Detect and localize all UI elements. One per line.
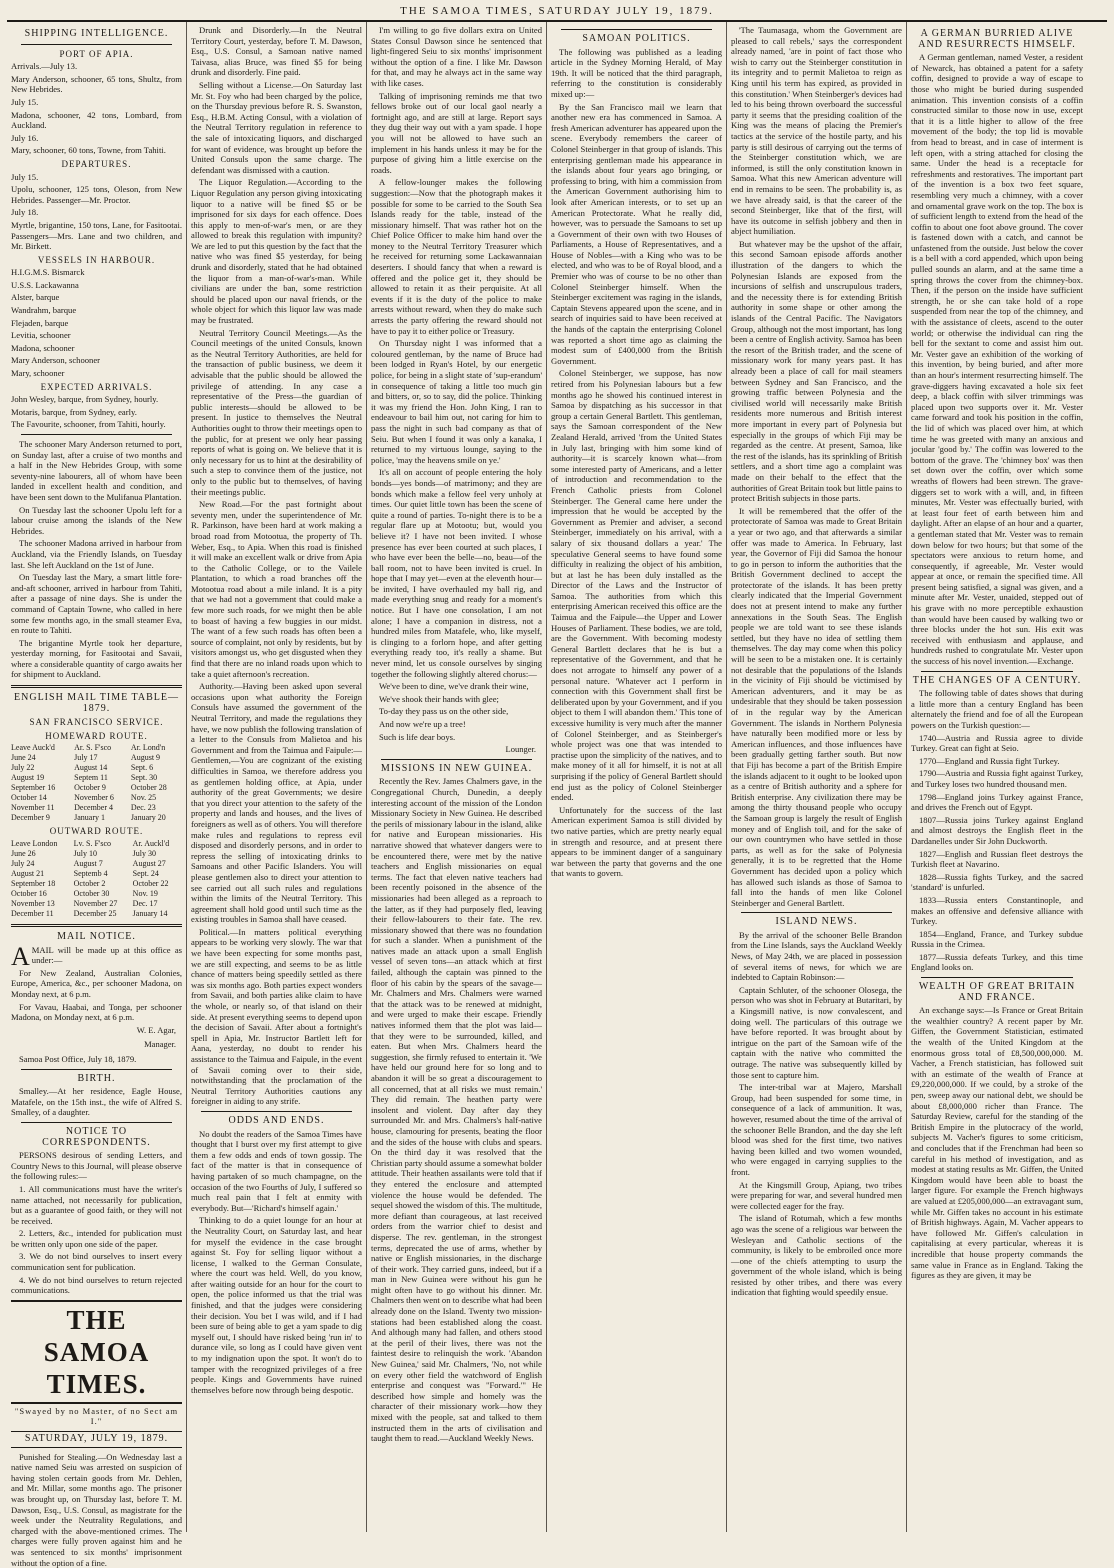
table-cell: August 9	[130, 753, 161, 763]
departure-line: Myrtle, brigantine, 150 tons, Lane, for Fasitootai. Passengers—Mrs. Lane and two children, and Mr. Birkett.	[11, 219, 182, 252]
odds-paragraph: And now we're up a tree!	[379, 719, 466, 729]
table-header-row	[11, 839, 182, 849]
table-row	[11, 803, 182, 813]
table-header-cell: Lv. S. F'sco	[73, 839, 112, 849]
table-cell: November 13	[11, 899, 55, 909]
harbour-heading: VESSELS IN HARBOUR.	[37, 254, 156, 265]
masthead-title: THE SAMOA TIMES.	[11, 1300, 182, 1404]
harbour-vessel: Levitia, schooner	[11, 330, 71, 341]
changes-paragraph: 1740—Austria and Russia agree to divide Turkey. Great can fight at Seio.	[911, 732, 1083, 754]
changes-paragraph: 1877—Russia defeats Turkey, and this time England looks on.	[911, 951, 1083, 973]
local-news-continued	[191, 25, 362, 1107]
harbour-vessel: Flejaden, barque	[11, 317, 69, 328]
local-news-paragraph: Punished for Stealing.—On Wednesday last a native named Seiu was arrested on suspicion of having stolen certain goods from Mr. Dehlen, and Mr. Millar, some months ago. The prisoner was brought up, on Thursday last, before T. M. Dawson, Esq., U.S. Consul, as magistrate for the week under the Neutrality Regulations, and charged with the above-mentioned crimes. The charges were fully proven against him and he was sentenced to six months' imprisonment without the option of a fine.	[11, 1451, 182, 1568]
local-news-paragraph: The Liquor Regulation.—According to the Liquor Regulation any person giving intoxicating liquor to a native will be fined $5 or be imprisoned for six days for each offence. Does this apply to men-of-war's men, or are they allowed to break this regulation with impunity? We are led to put this question by the fact that the native who was fined $5 yesterday, for being drunk and disorderly, stated that he had obtained the liquor from a man-of-war's-man. While civilians are under the ban, some restriction should be placed upon our naval friends, or the whole object for which this liquor law was made may be frustrated.	[191, 177, 362, 326]
table-header-cell: Ar. S. F'sco	[74, 743, 112, 753]
table-row	[11, 793, 182, 803]
correspondent-rule: 2. Letters, &c., intended for publication must be written only upon one side of the paper.	[11, 1228, 182, 1249]
table-row	[11, 869, 182, 879]
table-cell: December 11	[11, 909, 54, 919]
divider	[921, 671, 1073, 672]
odds-paragraph: No doubt the readers of the Samoa Times have thought that I burst over my first attempt to give them a few odds and ends of town gossip. The fact of the matter is that in consequence of having partaken of so much champagne, on the occasion of the two Fourths of July, I suffered so much real pain that I felt at enmity with everybody. But—'Richard's himself again.'	[191, 1128, 362, 1213]
harbour-vessel: U.S.S. Lackawanna	[11, 279, 79, 290]
mail-notice-heading: MAIL NOTICE.	[57, 931, 136, 943]
masthead-date: SATURDAY, JULY 19, 1879.	[11, 1431, 182, 1448]
table-row	[11, 753, 182, 763]
changes-paragraph: 1798—England joins Turkey against France, and drives the French out of Egypt.	[911, 791, 1083, 813]
table-row	[11, 783, 182, 793]
missions-heading: MISSIONS IN NEW GUINEA.	[380, 762, 533, 774]
arrival-line: Madona, schooner, 42 tons, Lombard, from Auckland.	[11, 109, 182, 131]
mail-notice-line: For New Zealand, Australian Colonies, Europe, America, &c., per schooner Madona, on Monday next, at 6 p.m.	[11, 967, 182, 999]
table-cell: August 14	[74, 763, 108, 773]
table-cell: December 4	[74, 803, 114, 813]
table-cell: October 14	[11, 793, 47, 803]
politics-heading: SAMOAN POLITICS.	[582, 33, 691, 44]
table-cell: July 30	[132, 849, 157, 859]
table-cell: January 20	[130, 813, 166, 823]
divider	[561, 29, 712, 30]
table-cell: September 18	[11, 879, 56, 889]
shipping-note: The schooner Madona arrived in harbour from Auckland, via the Friendly Islands, on Tuesday last. She left Auckland on the 1st of June.	[11, 538, 182, 570]
mail-notice-text: MAIL will be made up at this office as under:—	[31, 944, 182, 966]
odds-paragraph: To-day they pass us on the other side,	[379, 706, 509, 717]
odds-and-ends-continued	[371, 25, 542, 742]
divider	[11, 924, 182, 927]
table-cell: July 17	[74, 753, 98, 763]
columns	[7, 22, 1107, 1568]
table-cell: Septemb 4	[73, 869, 108, 879]
table-cell: July 22	[11, 763, 35, 773]
divider	[921, 977, 1073, 978]
departures-heading: DEPARTURES.	[61, 158, 132, 169]
island-heading: ISLAND NEWS.	[775, 916, 858, 928]
port-heading: PORT OF APIA.	[59, 48, 134, 59]
homeward-table	[11, 743, 182, 823]
column-5	[727, 22, 907, 1532]
odds-paragraph: Such is life dear boys.	[379, 731, 456, 742]
column-2	[187, 22, 367, 1532]
politics-paragraph: The following was published as a leading article in the Sydney Morning Herald, of May 19th. It will be noticed that the third paragraph, referring to the constitution is considerably mixed up:—	[551, 46, 722, 99]
table-cell: October 16	[11, 889, 47, 899]
table-cell: October 9	[74, 783, 106, 793]
divider	[201, 1111, 352, 1112]
mail-table-heading: ENGLISH MAIL TIME TABLE—1879.	[14, 692, 179, 714]
correspondents-rules	[11, 1184, 182, 1296]
table-cell: Dec. 23	[130, 803, 156, 813]
outward-heading: OUTWARD ROUTE.	[49, 826, 144, 837]
changes-paragraph: 1807—Russia joins Turkey against England and almost destroys the English fleet in the Dardanelles under Sir John Duckworth.	[911, 814, 1083, 846]
table-cell: August 19	[11, 773, 45, 783]
table-cell: October 28	[130, 783, 167, 793]
table-cell: November 6	[74, 793, 114, 803]
changes-paragraph: The following table of dates shows that during a little more than a century England has been alternately the friend and foe of all the European powers on the Turkish question:—	[911, 688, 1083, 730]
local-news-paragraph: Authority.—Having been asked upon several occasions upon what authority the Foreign Consuls have assumed the government of the Neutral Territory, and made the regulations they have, we now publish the following translation of a letter to the Consuls from Malietoa and his Government and from the Taimua and Faipule:—Gentlemen,—You are cognizant of the existing difficulties in Samoa, we therefore address you as gentlemen holding office, at Apia, under authority of the great Governments; we desire that you direct your attention to the safety of the property and lands and houses, and the lives of foreigners as well as of others. You will therefore make rules and regulations to repress evil disposed and disorderly persons, and in order to repress the selling of intoxicating drinks to Samoans and other Pacific Islanders. You will please gentlemen also to direct your attention to see carried out all such rules and regulations within the limits of the Neutral Territory. This agreement shall hold good until such time as the existing troubles in Samoa shall have ceased.	[191, 681, 362, 925]
column-1	[7, 22, 187, 1568]
table-header-cell: Ar. Lond'n	[130, 743, 166, 753]
changes-heading: THE CHANGES OF A CENTURY.	[912, 674, 1082, 686]
arrival-line: Mary Anderson, schooner, 65 tons, Shultz, from New Hebrides.	[11, 73, 182, 95]
correspondents-intro: PERSONS desirous of sending Letters, and Country News to this Journal, will please observe the following rules:—	[11, 1150, 182, 1182]
divider	[381, 759, 532, 760]
local-news-paragraph: Drunk and Disorderly.—In the Neutral Territory Court, yesterday, before T. M. Dawson, Esq., U.S. Consul, a Samoan native named Taivasa, alias Bruce, was fined $5 for being drunk and disorderly. Fine paid.	[191, 25, 362, 78]
arrival-line: July 16.	[11, 132, 39, 143]
correspondents-heading: NOTICE TO CORRESPONDENTS.	[42, 1125, 151, 1148]
table-row	[11, 763, 182, 773]
table-cell: October 30	[73, 889, 110, 899]
harbour-list	[11, 267, 182, 378]
masthead-motto: "Swayed by no Master, of no Sect am I."	[14, 1405, 179, 1427]
table-cell: September 16	[11, 783, 56, 793]
table-cell: June 24	[11, 753, 36, 763]
table-row	[11, 879, 182, 889]
table-cell: October 22	[132, 879, 169, 889]
table-cell: December 9	[11, 813, 50, 823]
table-cell: July 24	[11, 859, 35, 869]
german-heading: A GERMAN BURRIED ALIVE AND RESURRECTS HIMSELF.	[918, 28, 1076, 50]
odds-paragraph: On Thursday night I was informed that a coloured gentleman, by the name of Bruce had been lodged in Ryan's Hotel, by our energetic police, for being in a slight state of 'sup-erandum' in consequence of taking a little too much gin and bitters, or, so to say, did the police. Thinking it was my friend the Hon. John King, I ran to endeavour to bail him out, not caring for him to pass the night in such bad company as that of Seiu. But when I found it was only a kanaka, I returned to my virtuous lounge, saying to the police, 'may the heavens smile on ye.'	[371, 338, 542, 465]
column-6	[907, 22, 1087, 1532]
local-news-paragraph: Political.—In matters political everything appears to be working very slowly. The war that we have been expecting for some months past, we are still expecting, and seems to be as little chance of matters being speedily settled as there was six months ago. Both parties expect wonders from Savaii, and both parties alike claim to have the whole, or nearly so, of that island on their side. At present everything seems to depend upon the decision of Savaii. After about a fortnight's spell in Apia, Mr. Instructor Bartlett left for Aana, yesterday, no doubt to render his assistance to the Taimua and Faipule, in the event of Savaii coming over to their side, notwithstanding that the proclamation of the Neutral Territory Authorities cautions any foreigner in aiding to any strife.	[191, 926, 362, 1107]
mail-office: Samoa Post Office, July 18, 1879.	[19, 1053, 137, 1064]
harbour-vessel: H.I.G.M.S. Bismarck	[11, 267, 85, 278]
mail-title: Manager.	[144, 1039, 176, 1050]
table-row	[11, 849, 182, 859]
correspondent-rule: 4. We do not bind ourselves to return rejected communications.	[11, 1274, 182, 1296]
politics-article	[551, 47, 722, 879]
odds-paragraph: Thinking to do a quiet lounge for an hour at the Neutrality Court, on Saturday last, and hear for myself the evidence in the case brought against St. Foy for selling liquor without a license, I walked to the German Consulate, where the court was held. Well, do you know, after waiting outside for an hour for the court to open, the police informed us that the trial was finished, and that the judges were considering their decision. You bet I was wild, and if I had been sure of being able to get a yam spade to dig myself out, I should have risked being 'run in' to durance vile, so long as I could have given vent to my indignation upon the spot. It won't do to tamper with the recognized privileges of a free people. Kings and Governments have ruined themselves before now through being despotic.	[191, 1215, 362, 1395]
expected-list	[11, 394, 182, 430]
divider	[741, 912, 892, 913]
table-cell: Sept. 30	[130, 773, 158, 783]
mail-signature: W. E. Agar,	[136, 1024, 176, 1035]
departure-line: July 15.	[11, 171, 39, 182]
table-header-cell: Leave Auck'd	[11, 743, 55, 753]
expected-arrival: Motaris, barque, from Sydney, early.	[11, 406, 137, 417]
harbour-vessel: Alster, barque	[11, 292, 60, 303]
harbour-vessel: Mary, schooner	[11, 368, 65, 379]
island-paragraph: Captain Schluter, of the schooner Olosega, the person who was shot in February at Butaritari, by a Kingsmill native, is now convalescent, and doing well. The particulars of this outrage we have before reported. It was brought about by intrigue on the part of the Samoan wife of the captain with the native who committed the outrage. The native was subsequently killed by those sent to capture him.	[731, 984, 902, 1080]
table-cell: Nov. 19	[132, 889, 158, 899]
arrival-line: Arrivals.—July 13.	[11, 61, 78, 72]
table-cell: August 7	[73, 859, 103, 869]
arrival-line: July 15.	[11, 96, 39, 107]
departure-line: Upolu, schooner, 125 tons, Oleson, from New Hebrides. Passenger—Mr. Proctor.	[11, 184, 182, 205]
table-cell: November 27	[73, 899, 118, 909]
island-news	[731, 930, 902, 1298]
divider	[21, 44, 172, 45]
politics-paragraph: Unfortunately for the success of the last American experiment Samoa is still divided by two native parties, which are pretty nearly equal in strength and resource, and at present there appears to be imminent danger of a sanguinary war between the party that governs and the one that wants to govern.	[551, 804, 722, 879]
shipping-note: On Tuesday last the schooner Upolu left for a labour cruise among the islands of the New Hebrides.	[11, 504, 182, 536]
shipping-note: The brigantine Myrtle took her departure, yesterday morning, for Fasitootai and Savaii, where a considerable quantity of cargo awaits her for shipment to Auckland.	[11, 637, 182, 680]
odds-paragraph: I'm willing to go five dollars extra on United States Consul Dawson since he sentenced that light-fingered Seiu to six months' imprisonment without the option of a fine. I like Mr. Dawson for that, and may he always act in the same way with like cases.	[371, 25, 542, 88]
table-cell: July 10	[73, 849, 97, 859]
island-paragraph: The inter-tribal war at Majero, Marshall Group, had been suspended for some time, in consequence of a lack of ammunition. It was, however, resumed about the time of the arrival of the schooner Belle Brandon, and the day she left blood was shed for the first time, two natives having been killed and two women wounded, who were engaged in carrying supplies to the front.	[731, 1082, 902, 1177]
politics-paragraph: But whatever may be the upshot of the affair, this second Samoan episode affords another illustration of the dangers to which the Polynesian Islands are exposed from the incursions of selfish and unscrupulous traders, and the necessity there is for extending British authority in some shape or other among the islands of the Central Pacific. The Navigators Group, although not the most important, has long been a centre of English activity. Samoa has been the resort of the British trader, and the scene of missionary work for many years past. It has already been a place of call for mail steamers between Sydney and San Francisco, and the growing traffic between Polynesia and the civilised world will necessarily make British residents more numerous and British interest more important in every part of Polynesia but especially in the groups of which Fiji may be regarded as the centre. At present, Samoa, like the rest of the islands, has its sprinkling of British settlers, and a short time ago a complaint was made on their behalf to the effect that the authorities of Great Britain took but little pains to protect British subjects in those parts.	[731, 238, 902, 504]
mail-notice-lines	[11, 968, 182, 1023]
drop-cap: A	[11, 941, 30, 971]
table-row	[11, 859, 182, 869]
mail-notice-line: For Vavau, Haabai, and Tonga, per schooner Madona, on Monday next, at 6 p.m.	[11, 1001, 182, 1023]
wealth-paragraph: An exchange says:—Is France or Great Britain the wealthier country? A recent paper by Mr. Giffen, the Government Statistician, estimated the wealth of the United Kingdom at the enormous gross total of £8,500,000,000. M. Vacher, a French statistician, has followed suit with an estimate of the wealth of France at £9,220,000,000. If we could, by a stroke of the pen, sweep away our national debt, we should be about £8,000,000 richer than France. The Saturday Review, careful for the standing of the British Empire in the plutocracy of the world, subjects M. Vacher's figures to some criticism, and concludes that if the Frenchman had been so careful in his method of investigation, and as modest at stating results as Mr. Giffen, the United Kingdom would have been able to boast the larger figure. For example the French highways are valued at £205,000,000—an extravagant sum, while Mr. Giffen takes no account in his estimate of British highways. Again, M. Vacher appears to have followed Mr. Giffen's calculation in capitalising at every particular, whereas it is incredible that house property commands the same value in France as in England. Taking the figures as they are given, it may be	[911, 1005, 1083, 1281]
expected-arrival: The Favourite, schooner, from Tahiti, hourly.	[11, 419, 166, 430]
table-cell: Nov. 25	[130, 793, 157, 803]
odds-and-ends	[191, 1129, 362, 1396]
politics-paragraph: 'The Taumasaga, whom the Government are pleased to call rebels,' says the correspondent already named, 'are in point of fact those who wish to carry out the Steinberger constitution in its integrity and to permit Malietoa to reign as King until his term has expired, as provided in this constitution.' When Steinberger's devices had led to his being thrown overboard the successful party it seems that the presiding coalition of the King was the means of placing the Premier's tactics at the service of the hostile party, and his party is still desirous of carrying out the terms of the Steinberger constitution which, we are informed, is still the only constitution known in Samoa. What this new American adventure will end in remains to be seen. The probability is, as we have already said, is that the career of the second Steinberger, like that of the first, will have its outcome in selfish jobbery and then in abject humiliation.	[731, 25, 902, 237]
odds-paragraph: We've been to dine, we've drank their wine,	[379, 681, 529, 692]
departures-list	[11, 172, 182, 252]
table-header-cell: Leave London	[11, 839, 58, 849]
changes-paragraph: 1854—England, France, and Turkey subdue Russia in the Crimea.	[911, 928, 1083, 950]
island-paragraph: The island of Rotumah, which a few months ago was the scene of a religious war between the Wesleyan and Catholic sections of the community, is likely to be embroiled once more—one of the chiefs attempting to usurp the government of the whole island, which is being resisted by other tribes, and there was every indication that fighting would speedily ensue.	[731, 1213, 902, 1298]
birth-heading: BIRTH.	[77, 1072, 116, 1084]
local-news-paragraph: New Road.—For the past fortnight about seventy men, under the superintendence of Mr. R. Parkinson, have been hard at work making a broad road from Motootua, the property of Th. Weber, Esq., to Apia. When this road is finished it will make an excellent walk or drive from Apia to the Catholic College, or to the Vailele Plantation, to which a road branches off the Motootua road about a mile inland. It is a pity that we had not a government that could make a few more such roads, for we might then be able to boast of having a few buggies in our midst. The want of a few such roads has often been a source of complaint, not only by residents, but by visitors amongst us, who get disgusted when they find that there are no inland roads upon which to take a quiet afternoon's recreation.	[191, 499, 362, 679]
odds-paragraph: It's all on account of people entering the holy bonds—yes bonds—of matrimony; and they are bonds which make a fellow feel very unholy at times. Our quiet little town has been the scene of quite a round of parties. To-night there is to be a regular flare up at Motootu; but, would you believe it? I have not been invited. I whose presence has ever been courted at such places, I who have ever been the belle—no, beau—of the ball room, not to have been invited is cruel. In hope that I may yet—even at the eleventh hour—be invited, I have overhauled my ball rig, and made everything snug and ready for a moment's notice. But I have one consolation, I am not alone; I have a companion in distress, not a hundred miles from Matafele, who, like myself, is clinging to a forlorn hope, and after getting everything ready too, it's really a shame. But never mind, let us console ourselves by singing together the following slightly altered chorus:—	[371, 467, 542, 679]
politics-paragraph: By the San Francisco mail we learn that another new era has commenced in Samoa. A fresh American adventurer has appeared upon the scene. Everybody remembers the career of Colonel Steinberger in that group of islands. This enterprising gentleman made his appearance in the islands about four years ago bringing, or professing to bring, with him a commission from the American Government authorising him to look after American interests, or to set up an American Protectorate. What he really did, however, was to persuade the Samoans to set up a Government of their own with two Houses of Parliaments, a House of Representatives, and a House of Nobles—with a King who was to be elected, and who was to be of Royal blood, and a Premier who was of course to be no other than Colonel Steinberger himself. When the Steinberger excitement was raging in the islands, Captain Stevens appeared upon the scene, and in search of inquiries said to have been received at the hands of the captain the enterprising Colonel was reported a short time ago as claiming the modest sum of £400,000 from the British Government.	[551, 101, 722, 366]
arrival-line: Mary, schooner, 60 tons, Towne, from Tahiti.	[11, 145, 166, 156]
table-row	[11, 909, 182, 919]
changes-paragraph: 1828—Russia fights Turkey, and the sacred 'standard' is unfurled.	[911, 871, 1083, 893]
harbour-vessel: Wandrahm, barque	[11, 305, 77, 316]
shipping-heading: SHIPPING INTELLIGENCE.	[24, 28, 169, 39]
odds-paragraph: Talking of imprisoning reminds me that two fellows broke out of our local gaol nearly a fortnight ago, and are still at large. Report says they dug their way out with a yam spade. I hope you will not be allowed to have such an implement in his hands unless it may be for the purpose of giving him a little exercise on the roads.	[371, 90, 542, 175]
shipping-notes	[11, 439, 182, 680]
politics-article-continued	[731, 25, 902, 908]
table-cell: Septem 11	[74, 773, 108, 783]
harbour-vessel: Mary Anderson, schooner	[11, 355, 101, 366]
homeward-heading: HOMEWARD ROUTE.	[45, 730, 148, 741]
shipping-note: On Tuesday last the Mary, a smart little fore-and-aft schooner, arrived in harbour from Tahiti, after a passage of nine days. She is under the command of Captain Towne, who called in here some few months ago, in the small steamer Eva, en route to Tahiti.	[11, 572, 182, 636]
changes-article	[911, 688, 1083, 973]
table-cell: December 25	[73, 909, 117, 919]
changes-paragraph: 1790—Austria and Russia fight against Turkey, and Turkey loses two hundred thousand men.	[911, 768, 1083, 789]
table-header-cell: Ar. Auckl'd	[132, 839, 170, 849]
local-news-paragraph: Selling without a License.—On Saturday last Mr. St. Foy who had been charged by the police, on the Thursday previous before R. S. Swanston, Esq., H.B.M. Acting Consul, with a violation of the Neutral Territory regulation in reference to the sale of intoxicating liquors, and discharged for want of evidence, was brought up before the United Consuls upon the same charge. The defendant was dismissed with a caution.	[191, 79, 362, 175]
birth-text: Smalley.—At her residence, Eagle House, Matafele, on the 15th inst., the wife of Alfred S. Smalley, of a daughter.	[11, 1086, 182, 1118]
arrivals-list	[11, 61, 182, 156]
german-article	[911, 52, 1083, 666]
table-cell: August 27	[132, 859, 166, 869]
changes-paragraph: 1770—England and Russia fight Turkey.	[919, 755, 1060, 766]
table-cell: October 2	[73, 879, 106, 889]
running-head: THE SAMOA TIMES, SATURDAY JULY 19, 1879.	[7, 4, 1107, 22]
departure-line: July 18.	[11, 207, 39, 218]
table-cell: Sept. 24	[132, 869, 159, 879]
table-cell: January 14	[132, 909, 168, 919]
german-paragraph: A German gentleman, named Vester, a resident of Newarck, has obtained a patent for a safety coffin, designed to provide a way of escape to those who might be buried during suspended animation. This invention consists of a coffin constructed similar to those now in use, except that it is a little higher to allow of the free movement of the body; the top lid is movable from head to breast, and in case of interment is left open, with a string attached for closing the same. Under the head is a receptacle for refreshments and restoratives. The important part of the invention is a box two feet square, resembling very much a chimney, with a cover and ornamental grave work on the top. The box is of sufficient length to extend from the head of the coffin to about one foot above ground. The cover is fastened down with a catch, and cannot be unfastened from the outside. Just below the cover is a bell with a cord appended, which upon being pulled sounds an alarm, and at the same time a spring throws the cover from the chimney-box. Then, if the person on the inside have sufficient strength, he or she can take hold of a rope suspended from near the top of the chimney, and with the assistance of cleets, ascend to the outer world; or otherwise the individual can ring the bell for the sextant to come and assist him out. Mr. Vester gave an exhibition of the working of this invention, by being buried, and after more than an hour's interment resurrecting himself. The grave-diggers having excavated a hole six feet deep, a black coffin with silver trimmings was placed upon two supports over it. Mr. Vester came forward and took his position in the coffin, the lid of which was placed over him, at which time he was greeted with many an anxious and jocular 'good by.' The coffin was lowered to the bottom of the grave. The 'chimney box' was then set down over the coffin, over which some wreaths of flowers had been strewn. The grave-diggers set to work with a will, and, in fifteen minutes, Mr. Vester was effectually buried, with at least four feet of earth between him and daylight. After an elapse of an hour and a quarter, a gentleman stated that Mr. Vester was to remain down below for two hours; but that some of the spectators were anxious to return home, and consequently, if agreeable, Mr. Vester would appear at once, or remain the specified time. All present being satisfied, a signal was given, and a minute after Mr. Vester, unaided, stepped out of his grave with no more perceptible exhaustion than would have been caused by walking two or three blocks under the hot sun. His exit was received with enthusiasm and applause, and hundreds rushed to congratulate Mr. Vester upon the success of his novel invention.—Exchange.	[911, 52, 1083, 667]
table-cell: August 21	[11, 869, 45, 879]
politics-paragraph: It will be remembered that the offer of the protectorate of Samoa was made to Great Britain a year or two ago, and that afterwards a similar offer was made to America. In February, last year, the Governor of Fiji did Samoa the honour to go in person to inform the authorities that the British Government declined to accept the protectorate of the islands. It has been pretty clearly indicated that the Imperial Government does not at present intend to make any further annexations in the South Seas. The English people we are told want to see these islands settled, but they have no idea of settling them themselves. The day may come when this policy will be seen to be a mistaken one. It is certainly not desirable that the populations of the Islands in the vicinity of Fiji should be victimised by American adventurers, and it may be as undesirable that they should be taken possession of in the regular way by the American Government. The islands in Northern Polynesia have naturally been modified more or less by American influences, and those influences have been gradually getting farther south. But now that Fiji has become a part of the British Empire the islands adjacent to it ought to be looked upon as a centre of British authority and a sphere for British enterprise. Any civilization there may be among the thirty thousand people who occupy the Samoan group is largely the result of English money and of English toil, and for the sake of our own countrymen who have settled in those parts, as well as for the sake of Polynesia generally, it is to be regretted that the Home Government has decided upon a policy which has allowed such islands as those of Samoa to fall into the hands of men like Colonel Steinberger and General Bartlett.	[731, 505, 902, 908]
table-row	[11, 899, 182, 909]
expected-heading: EXPECTED ARRIVALS.	[40, 381, 153, 392]
table-cell: Dec. 17	[132, 899, 158, 909]
table-header-row	[11, 743, 182, 753]
table-cell: January 1	[74, 813, 106, 823]
expected-arrival: John Wesley, barque, from Sydney, hourly.	[11, 394, 159, 405]
island-paragraph: At the Kingsmill Group, Apiang, two tribes were preparing for war, and several hundred men were collected eager for the fray.	[731, 1179, 902, 1211]
table-row	[11, 813, 182, 823]
table-row	[11, 889, 182, 899]
island-paragraph: By the arrival of the schooner Belle Brandon from the Line Islands, says the Auckland Weekly News, of May 24th, we are placed in possession of several items of news, for which we are indebted to Captain Robinson:—	[731, 929, 902, 983]
divider	[11, 685, 182, 688]
outward-table	[11, 839, 182, 919]
table-cell: Sept. 6	[130, 763, 154, 773]
wealth-heading: WEALTH OF GREAT BRITAIN AND FRANCE.	[918, 981, 1076, 1003]
missions-paragraph: Recently the Rev. James Chalmers gave, in the Congregational Church, Dunedin, a deeply interesting account of the mission of the London Missionary Society in New Guinea. He described the perils of missionary labour in the island, alike for native and European missionaries. His narrative showed that whatever dangers were to be encountered there, were met by the native teachers and English missionaries on equal terms. The fact that eleven native teachers had been recently poisoned in the absence of the missionaries had been alleged as a reproach to the latter, as if they had purposely fled, leaving their fellow-labourers to their fate. The rev. missionary showed that there was no foundation for such a slander. When a punishment of the natives made an attack upon a small English vessel of seven tons—an attack which at first failed, although the captain was pinned to the floor of his cabin by the spears of the savage—Mr. Chalmers and Mrs. Chalmers were warned that the attack was to be renewed at midnight, and were urged to make their escape. Friendly natives informed them that the plot was laid—that they were to be surrounded, killed, and eaten. But when Mrs. Chalmers heard the suggestion, she firmly refused to entertain it. 'We have held our ground here for so long and to abandon it will be so great a discouragement to all concerned, that at all risks we must remain.' They did remain. The heathen party were insolent and violent. Day after day they surrounded Mr. and Mrs. Chalmers's half-native house, clamouring for presents, beating the floor and the sides of the house with clubs and spears. On the third day it was resolved that the Christian party should assume a somewhat bolder attitude. Their heathen assailants were told that if they entered the enclosure and attempted violence the house would be defended. The sequel showed the wisdom of this. The multitude, more defiant than courageous, at last received orders from the warrior chief to desist and disperse. The rev. gentleman, in the strongest terms, deprecated the use of arms, whether by native or English missionaries, in the discharge of their work. They carried guns, indeed, but if a man in New Guinea were without his gun he might often have to go without his dinner. Mr. Chalmers then went on to describe what had been already done on the Island. Twenty two mission-stations had been established along the coast. And although many had fallen, and others stood at the peril of their lives, there was not the faintest desire to relinquish the work. 'Abandon New Guinea,' said Mr. Chalmers, 'No, not while on every other field the watchword of English enterprise and conquest was "Forward."' He described how simple and homely was the character of their missionary work—how they mixed with the people, sat and talked to them instructed them in the arts of civilisation and taught them to read.—Auckland Weekly News.	[371, 776, 542, 1444]
table-row	[11, 773, 182, 783]
shipping-note: The schooner Mary Anderson returned to port, on Sunday last, after a cruise of two months and a half in the New Hebrides Group, with some seventy-nine labourers, all of whom have been landed in excellent health and condition, and have been sent down to the Mulifanua Plantation.	[11, 439, 182, 502]
changes-paragraph: 1827—English and Russian fleet destroys the Turkish fleet at Navarino.	[911, 848, 1083, 870]
newspaper-page	[7, 4, 1107, 1568]
harbour-vessel: Madona, schooner	[11, 342, 75, 353]
table-cell: November 11	[11, 803, 55, 813]
mail-service: SAN FRANCISCO SERVICE.	[29, 717, 164, 728]
politics-paragraph: Colonel Steinberger, we suppose, has now retired from his Polynesian labours but a few months ago he showed his continued interest in Samoa by dispatching as his successor in that group a certain General Bartlett. This gentleman, says the Samoan correspondent of the New Zealand Herald, arrived 'from the United States in July last, bringing with him some kind of authority—it is scarcely known what—from some interested party of Americans, and a letter of introduction and recommendation to the French Catholic priests from Colonel Steinberger. The General came here under the impression that he would be accepted by the Government as Premier and adviser, a second Steinberger, immediately on his arrival, with a salary of six thousand dollars a year.' The speculative General seems to have found some difficulty in realizing the object of his ambition, but at last he has been duly installed as the Director of the Laws and the Instructor of Samoa. The authorities from which this enterprising American received this office are the Taimua and the Faipule—the Upper and Lower Houses of Parliament. These bodies, we are told, are the Government. With becoming modesty General Bartlett declares that he is but a representative of the Government, and that he does not arrogate to himself any power of a personal nature. 'Whatever act I perform in connection with this Government shall first be deliberated upon by your Government, and if you object to them I will abandon them.' This tone of excessive humility is very much after the manner of Colonel Steinberger, and as Steinberger's whole project was one that was intended to practise upon the simplicity of the natives, and to make money of it all for himself, it is not at all surprising if the policy of General Bartlett should end just as the policy of Colonel Steinberger ended.	[551, 368, 722, 803]
mail-notice-body	[11, 941, 182, 971]
odds-paragraph: We've shook their hands with glee;	[379, 693, 499, 704]
missions-article	[371, 776, 542, 1443]
column-4	[547, 22, 727, 1532]
table-cell: June 26	[11, 849, 36, 859]
column-3	[367, 22, 547, 1532]
divider	[21, 1122, 172, 1123]
divider	[21, 434, 172, 435]
odds-paragraph: A fellow-lounger makes the following suggestion:—Now that the photograph makes it possible for some to be carried to the South Sea Islands ready for the table, instead of the missionary himself. That was rather hot on the Chief Police Officer to make him hand over the money to the Neutral Territory Treasurer which he received for returning some Lackawannaian deserters. I should fancy that when a reward is offered and the police get it, they should be allowed to retain it as their perquisite. At all events if it is the duty of the police to make arrests without reward, when they do make such arrests the party offering the reward should not have to pay it to either police or Treasury.	[371, 177, 542, 336]
changes-paragraph: 1833—Russia enters Constantinople, and makes an offensive and defensive alliance with Turkey.	[911, 894, 1083, 927]
local-news-paragraph: Neutral Territory Council Meetings.—As the Council meetings of the united Consuls, known as the Neutral Territory Authorities, are held for the transaction of public business, we deem it advisable that the public should be allowed the privilege of attending. In any case a representative of the Press—the guardian of public interests—should be allowed to be present. In justice to themselves the Neutral Authorities ought to throw their meetings open to the public, for at present we only hear passing reports of what is going on. We believe that it is only necessary for us to hint at the desirability of such a step to convince them of the justice, not only to the public but to themselves, of having their meetings public.	[191, 327, 362, 497]
local-news	[11, 1452, 182, 1568]
lounger-signature: Lounger.	[505, 744, 536, 755]
wealth-article	[911, 1005, 1083, 1280]
correspondent-rule: 1. All communications must have the writer's name attached, not necessarily for publication, but as a guarantee of good faith, or they will not be received.	[11, 1183, 182, 1226]
correspondent-rule: 3. We do not bind ourselves to insert every communication sent for publication.	[11, 1251, 182, 1273]
divider	[21, 1069, 172, 1070]
odds-heading: ODDS AND ENDS.	[228, 1114, 325, 1126]
